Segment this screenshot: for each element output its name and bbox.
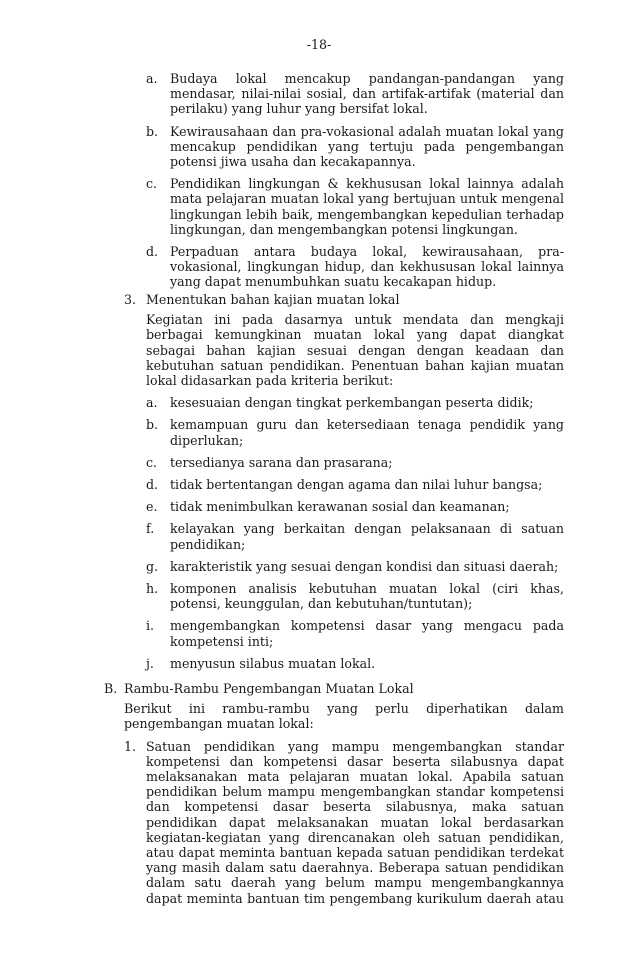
list-item-text: tersedianya sarana dan prasarana;: [170, 454, 393, 470]
list-marker: b.: [146, 417, 159, 433]
list-item-text: kesesuaian dengan tingkat perkembangan peserta didik;: [170, 395, 534, 411]
list-item: [146, 521, 564, 551]
list-item: [124, 739, 564, 906]
list-item: [146, 581, 564, 611]
list-item-text: Satuan pendidikan yang mampu mengembangkan standar kompetensi dan kompetensi dasar beserta silabusnya dapat melaksanakan mata pelajaran muatan lokal. Apabila satuan pendidikan belum mampu mengembangkan standar kompetensi dan kompetensi dasar beserta silabusnya, maka satuan pendidikan dapat melaksanakan muatan lokal berdasarkan kegiatan-kegiatan yang direncanakan oleh satuan pendidikan, atau dapat meminta bantuan kepada satuan pendidikan terdekat yang masih dalam satu daerahnya. Beberapa satuan pendidikan dalam satu daerah yang belum mampu mengembangkannya dapat meminta bantuan tim pengembang kurikulum daerah atau: [146, 738, 564, 906]
step-marker: 3.: [124, 292, 137, 307]
list-marker: b.: [146, 123, 159, 139]
list-item-text: mengembangkan kompetensi dasar yang mengacu pada kompetensi inti;: [170, 618, 564, 649]
list-marker: a.: [146, 71, 158, 86]
section-b-heading: Rambu-Rambu Pengembangan Muatan Lokal: [124, 681, 414, 696]
list-marker: j.: [146, 655, 154, 671]
list-item: [146, 395, 564, 410]
list-marker: c.: [146, 176, 158, 192]
list-item-text: Budaya lokal mencakup pandangan-pandangan yang mendasar, nilai-nilai sosial, dan artifak-artifak (material dan perilaku) yang luhur yang bersifat lokal.: [170, 71, 564, 117]
criteria-list: [146, 395, 564, 671]
list-marker: h.: [146, 581, 159, 597]
list-item-text: kelayakan yang berkaitan dengan pelaksanaan di satuan pendidikan;: [170, 521, 564, 552]
list-item: [146, 455, 564, 470]
list-item: [146, 618, 564, 648]
step-3-heading: Menentukan bahan kajian muatan lokal: [146, 292, 400, 307]
list-item: [146, 499, 564, 514]
list-item-text: menyusun silabus muatan lokal.: [170, 655, 376, 671]
step-3-section: [124, 292, 564, 671]
list-item-text: Kewirausahaan dan pra-vokasional adalah muatan lokal yang mencakup pendidikan yang tertuju pada pengembangan potensi jiwa usaha dan kecakapannya.: [170, 123, 564, 170]
list-marker: e.: [146, 499, 158, 515]
list-item: [146, 656, 564, 671]
section-b-heading-row: [104, 681, 564, 696]
step-3-heading-row: [124, 292, 564, 307]
list-item: [146, 559, 564, 574]
list-item-text: kemampuan guru dan ketersediaan tenaga pendidik yang diperlukan;: [170, 417, 564, 448]
list-item: [146, 176, 564, 237]
section-marker: B.: [104, 681, 118, 696]
list-marker: i.: [146, 618, 155, 634]
section-b-intro: Berikut ini rambu-rambu yang perlu diperhatikan dalam pengembangan muatan lokal:: [124, 701, 564, 732]
list-item-text: karakteristik yang sesuai dengan kondisi dan situasi daerah;: [170, 558, 559, 574]
list-item: [146, 124, 564, 170]
list-item-text: tidak menimbulkan kerawanan sosial dan keamanan;: [170, 499, 510, 515]
section-b: [104, 681, 564, 906]
list-item: [146, 477, 564, 492]
list-item: [146, 244, 564, 290]
list-item: [146, 71, 564, 117]
list-item-text: Pendidikan lingkungan & kekhususan lokal lainnya adalah mata pelajaran muatan lokal yang bertujuan untuk mengenal lingkungan lebih baik, mengembangkan kepedulian terhadap lingkungan, dan mengembangkan potensi lingkungan.: [170, 176, 564, 237]
page-number: -18-: [306, 37, 332, 52]
list-item-text: tidak bertentangan dengan agama dan nilai luhur bangsa;: [170, 477, 543, 493]
list-marker: d.: [146, 477, 159, 493]
list-marker: g.: [146, 558, 159, 574]
list-marker: c.: [146, 454, 158, 470]
list-marker: a.: [146, 395, 158, 411]
list-marker: 1.: [124, 738, 137, 754]
list-marker: d.: [146, 244, 159, 260]
list-marker: f.: [146, 521, 155, 537]
local-content-types-list: [146, 71, 564, 290]
list-item: [146, 417, 564, 447]
step-3-paragraph: Kegiatan ini pada dasarnya untuk mendata dan mengkaji berbagai kemungkinan muatan lokal yang dapat diangkat sebagai bahan kajian sesuai dengan dengan keadaan dan kebutuhan satuan pendidikan. Penentuan bahan kajian muatan lokal didasarkan pada kriteria berikut:: [146, 312, 564, 389]
list-item-text: Perpaduan antara budaya lokal, kewirausahaan, pra-vokasional, lingkungan hidup, dan kekhususan lokal lainnya yang dapat menumbuhkan suatu kecakapan hidup.: [170, 244, 564, 290]
list-item-text: komponen analisis kebutuhan muatan lokal (ciri khas, potensi, keunggulan, dan kebutuhan/tuntutan);: [170, 581, 564, 612]
